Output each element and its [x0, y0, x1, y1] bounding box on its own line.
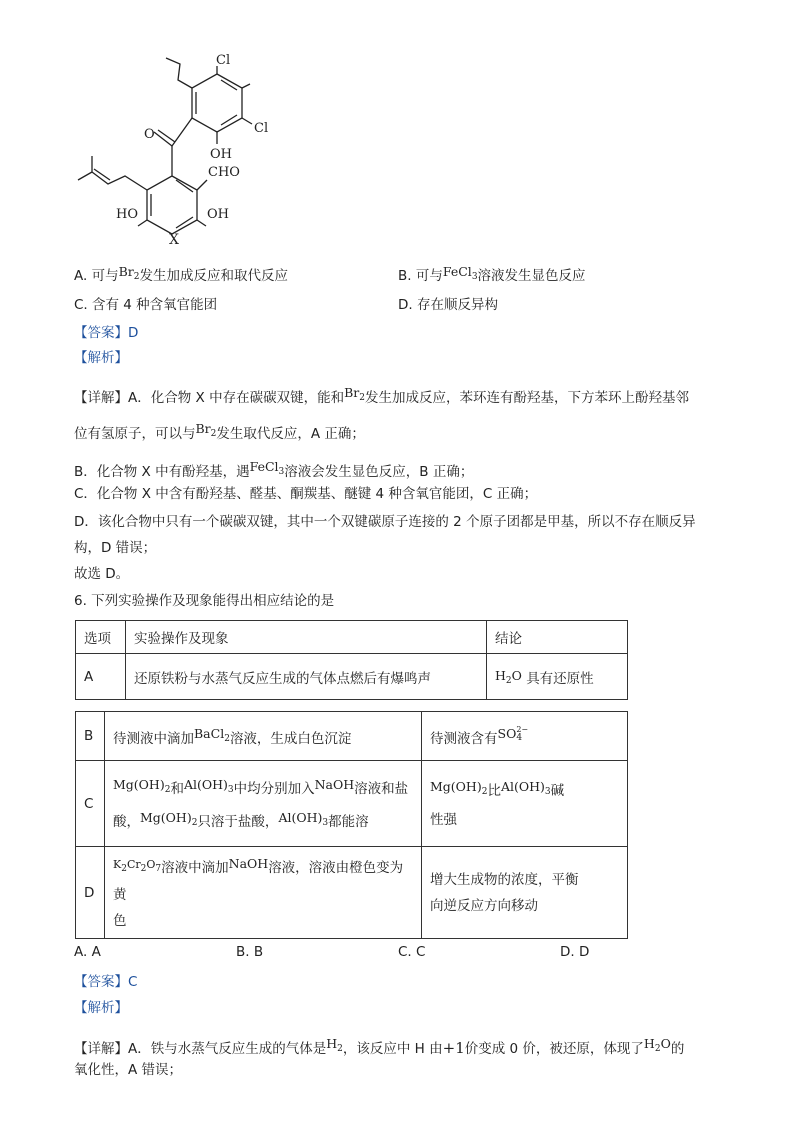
- q6-option-d: D. D: [560, 944, 590, 960]
- row-d-operation: $^{K_2Cr_2O_7}$溶液中滴加NaOH溶液，溶液由橙色变为黄 色: [105, 847, 422, 939]
- header-option: 选项: [76, 621, 126, 654]
- row-b-conclusion: 待测液含有SO 2− 4: [422, 712, 628, 761]
- prenyl-chain: [78, 156, 147, 190]
- q6-question: 6. 下列实验操作及现象能得出相应结论的是: [74, 593, 335, 609]
- row-c-label: C: [76, 761, 105, 847]
- ho-left-label: HO: [116, 207, 138, 222]
- cho-label: CHO: [208, 165, 240, 180]
- methoxy-bond: [166, 58, 192, 88]
- q5-option-d: D. 存在顺反异构: [398, 297, 498, 313]
- q6-option-b: B. B: [236, 944, 264, 960]
- q5-option-b: B. 可与FeCl$_3$溶液发生显色反应: [398, 264, 586, 284]
- structure-label-x: X: [169, 232, 179, 248]
- row-a-conclusion: $H_2O$ 具有还原性: [487, 654, 628, 700]
- oh-right-label: OH: [207, 207, 229, 222]
- q6-option-a: A. A: [74, 944, 101, 960]
- q5-analysis-label: 【解析】: [74, 350, 128, 366]
- q6-table-bottom: [75, 711, 628, 939]
- q5-detail-d-line1: D．该化合物中只有一个碳碳双键，其中一个双键碳原子连接的 2 个原子团都是甲基，所以不存在顺反异: [74, 514, 696, 530]
- q5-detail-a-line1: 【详解】A．化合物 X 中存在碳碳双键，能和$Br_2$发生加成反应，苯环连有酚羟基，下方苯环上酚羟基邻: [74, 385, 689, 406]
- q6-detail-a-line2: 氧化性，A 错误；: [74, 1062, 183, 1078]
- structure-x-diagram: [70, 52, 290, 252]
- q5-detail-c: C．化合物 X 中含有酚羟基、醛基、酮羰基、醚键 4 种含氧官能团，C 正确；: [74, 486, 538, 502]
- upper-benzene-ring: [192, 74, 242, 132]
- row-b-label: B: [76, 712, 105, 761]
- carbonyl-bond: [154, 118, 192, 146]
- table-row-a: [76, 654, 628, 700]
- q6-analysis-label: 【解析】: [74, 1000, 128, 1016]
- cl1-label: Cl: [216, 53, 231, 68]
- table-row-d: [76, 847, 628, 939]
- row-c-operation: $Mg(OH)_2$和$Al(OH)_3$中均分别加入NaOH溶液和盐 酸，$Mg(OH)_2$只溶于盐酸，$Al(OH)_3$都能溶: [105, 761, 422, 847]
- header-operation: 实验操作及现象: [126, 621, 487, 654]
- oh-top-label: OH: [210, 147, 232, 162]
- q6-answer: 【答案】C: [74, 974, 138, 990]
- row-a-operation: 还原铁粉与水蒸气反应生成的气体点燃后有爆鸣声: [126, 654, 487, 700]
- q6-detail-a-line1: 【详解】A．铁与水蒸气反应生成的气体是$H_2$，该反应中 H 由+1价变成 0 价，被还原，体现了$H_2O$的: [74, 1036, 685, 1057]
- table-row-c: [76, 761, 628, 847]
- q5-detail-d-line2: 构，D 错误；: [74, 540, 157, 556]
- q5-option-a: A. 可与$Br_2$发生加成反应和取代反应: [74, 264, 288, 284]
- br2-formula: $Br_2$: [118, 264, 140, 282]
- q5-conclusion: 故选 D。: [74, 566, 130, 582]
- row-b-operation: 待测液中滴加BaCl$_2$溶液，生成白色沉淀: [105, 712, 422, 761]
- q6-option-c: C. C: [398, 944, 426, 960]
- q6-table-top: [75, 620, 628, 700]
- header-conclusion: 结论: [487, 621, 628, 654]
- q5-answer: 【答案】D: [74, 325, 139, 341]
- row-d-label: D: [76, 847, 105, 939]
- cl2-label: Cl: [254, 121, 269, 136]
- table-row-b: [76, 712, 628, 761]
- q5-option-c: C. 含有 4 种含氧官能团: [74, 297, 218, 313]
- row-d-conclusion: 增大生成物的浓度，平衡 向逆反应方向移动: [422, 847, 628, 939]
- table-header-row: [76, 621, 628, 654]
- row-c-conclusion: $Mg(OH)_2$比$Al(OH)_3$碱 性强: [422, 761, 628, 847]
- q5-detail-b: B．化合物 X 中有酚羟基，遇FeCl$_3$溶液会发生显色反应，B 正确；: [74, 459, 474, 480]
- carbonyl-o-label: O: [144, 127, 155, 142]
- row-a-label: A: [76, 654, 126, 700]
- q5-detail-a-line2: 位有氢原子，可以与$Br_2$发生取代反应，A 正确；: [74, 421, 365, 442]
- fecl3-formula: FeCl$_3$: [442, 264, 478, 282]
